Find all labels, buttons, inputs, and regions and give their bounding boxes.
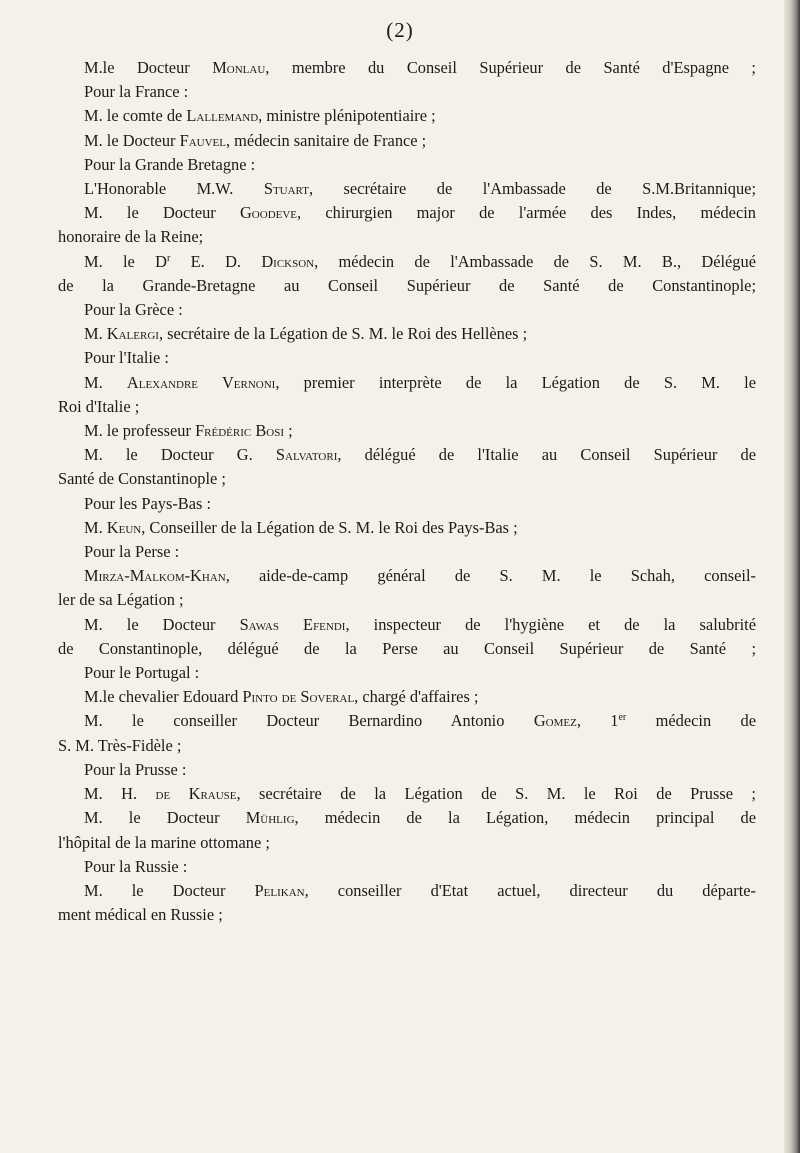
text-line (58, 443, 756, 467)
text-segment: , secrétaire de la Légation de S. M. le Roi de Prusse ; (236, 784, 756, 804)
person-name: Fauvel (179, 130, 226, 150)
text-line (58, 516, 756, 540)
text-line (58, 298, 756, 322)
text-segment: M. (84, 372, 127, 392)
text-line (58, 879, 756, 903)
text-segment: , médecin sanitaire de France ; (225, 130, 427, 150)
text-segment: , secrétaire de l'Ambassade de S.M.Britannique; (308, 179, 756, 199)
text-segment: M. (84, 517, 107, 537)
text-line (58, 540, 756, 564)
text-segment: , aide-de-camp général de S. M. le Schah, conseil- (225, 566, 756, 586)
text-line (58, 855, 756, 879)
page-number: (2) (386, 18, 414, 42)
text-segment: M. le Docteur (84, 808, 246, 828)
text-segment: Pour la Perse : (84, 542, 180, 562)
text-segment: , ministre plénipotentiaire ; (258, 106, 436, 126)
text-line (58, 782, 756, 806)
text-segment: Pour l'Italie : (84, 348, 169, 368)
text-segment: Pour la Prusse : (84, 759, 187, 779)
document-body (58, 56, 756, 927)
text-segment: M. le professeur (84, 421, 196, 441)
text-line (58, 129, 756, 153)
text-segment: ; (284, 421, 293, 441)
text-line (58, 104, 756, 128)
text-segment: Pour les Pays-Bas : (84, 493, 212, 513)
text-line (58, 274, 756, 298)
text-line (58, 831, 756, 855)
text-line (58, 346, 756, 370)
text-segment: M.le Docteur (84, 58, 213, 77)
text-segment: M. H. (84, 784, 156, 804)
text-line (58, 201, 756, 225)
text-segment: médecin de (626, 711, 757, 731)
text-line (58, 588, 756, 612)
text-segment: Roi d'Italie ; (58, 396, 140, 416)
page-edge-shadow (784, 0, 800, 1153)
person-name: de Krause (155, 784, 237, 804)
text-segment: E. D. (170, 251, 262, 271)
text-segment: , Conseiller de la Légation de S. M. le Roi des Pays-Bas ; (141, 517, 518, 537)
text-segment: M. le D (84, 251, 167, 271)
text-segment: M. le Docteur (84, 130, 180, 150)
person-name: Lallemand (186, 106, 259, 126)
person-name: Salvatori (275, 445, 338, 465)
text-segment: M. le Docteur (84, 614, 240, 634)
text-segment: Pour la Grande Bretagne : (84, 154, 256, 174)
text-segment: Pour la France : (84, 82, 189, 102)
text-segment: l'hôpital de la marine ottomane ; (58, 832, 270, 852)
text-segment: de la Grande-Bretagne au Conseil Supérieur de Santé de Constantinople; (58, 275, 756, 295)
person-name: Mirza-Malkom-Khan (84, 566, 226, 586)
text-line (58, 564, 756, 588)
text-line (58, 613, 756, 637)
text-segment: , membre du Conseil Supérieur de Santé d'Espagne ; (265, 58, 756, 77)
text-segment: ler de sa Légation ; (58, 590, 184, 610)
text-segment: M. le Docteur (84, 880, 255, 900)
text-line (58, 225, 756, 249)
person-name: Monlau (212, 58, 266, 77)
text-line (58, 903, 756, 927)
text-segment: S. M. Très-Fidèle ; (58, 735, 182, 755)
text-line (58, 395, 756, 419)
text-line (58, 806, 756, 830)
text-segment: M. le comte de (84, 106, 187, 126)
text-line (58, 734, 756, 758)
text-line (58, 371, 756, 395)
text-segment: , chargé d'affaires ; (354, 687, 479, 707)
person-name: Sawas Efendi (239, 614, 346, 634)
text-segment: Santé de Constantinople ; (58, 469, 226, 489)
text-segment: Pour la Grèce : (84, 300, 183, 320)
person-name: Alexandre Vernoni (126, 372, 276, 392)
text-line (58, 56, 756, 80)
text-line (58, 419, 756, 443)
person-name: Stuart (263, 179, 309, 199)
text-segment: , médecin de la Légation, médecin principal de (294, 808, 756, 828)
text-line (58, 492, 756, 516)
text-segment: , premier interprète de la Légation de S. M. le (275, 372, 756, 392)
superscript: r (166, 252, 171, 264)
text-line (58, 250, 756, 274)
person-name: Gomez (533, 711, 577, 731)
text-segment: ment médical en Russie ; (58, 905, 223, 925)
text-segment: , médecin de l'Ambassade de S. M. B., Délégué (314, 251, 756, 271)
text-line (58, 467, 756, 491)
text-line (58, 685, 756, 709)
text-segment: , conseiller d'Etat actuel, directeur du départe- (304, 880, 756, 900)
text-segment: , délégué de l'Italie au Conseil Supérieur de (337, 445, 756, 465)
text-line (58, 709, 756, 733)
text-line (58, 322, 756, 346)
text-segment: M. le Docteur (84, 203, 240, 223)
text-segment: Pour le Portugal : (84, 663, 200, 683)
person-name: Frédéric Bosi (195, 421, 284, 441)
person-name: Pinto de Soveral (242, 687, 355, 707)
person-name: Kalergi (106, 324, 159, 344)
text-segment: M. (84, 324, 107, 344)
text-line (58, 177, 756, 201)
text-segment: M.le chevalier Edouard (84, 687, 243, 707)
text-segment: , 1 (576, 711, 619, 731)
text-segment: , secrétaire de la Légation de S. M. le Roi des Hellènes ; (158, 324, 528, 344)
text-line (58, 758, 756, 782)
text-line (58, 153, 756, 177)
text-segment: L'Honorable M.W. (84, 179, 264, 199)
person-name: Goodeve (239, 203, 298, 223)
person-name: Keun (106, 517, 142, 537)
text-line (58, 661, 756, 685)
text-line (58, 80, 756, 104)
superscript: er (618, 712, 627, 724)
text-segment: M. le conseiller Docteur Bernardino Antonio (84, 711, 534, 731)
person-name: Mühlig (245, 808, 295, 828)
person-name: Dickson (261, 251, 315, 271)
text-segment: , inspecteur de l'hygiène et de la salubrité (345, 614, 756, 634)
person-name: Pelikan (254, 880, 305, 900)
text-segment: Pour la Russie : (84, 856, 188, 876)
text-segment: M. le Docteur G. (84, 445, 276, 465)
text-segment: , chirurgien major de l'armée des Indes, médecin (297, 203, 756, 223)
text-segment: de Constantinople, délégué de la Perse au Conseil Supérieur de Santé ; (58, 638, 756, 658)
text-segment: honoraire de la Reine; (58, 227, 204, 247)
text-line (58, 637, 756, 661)
